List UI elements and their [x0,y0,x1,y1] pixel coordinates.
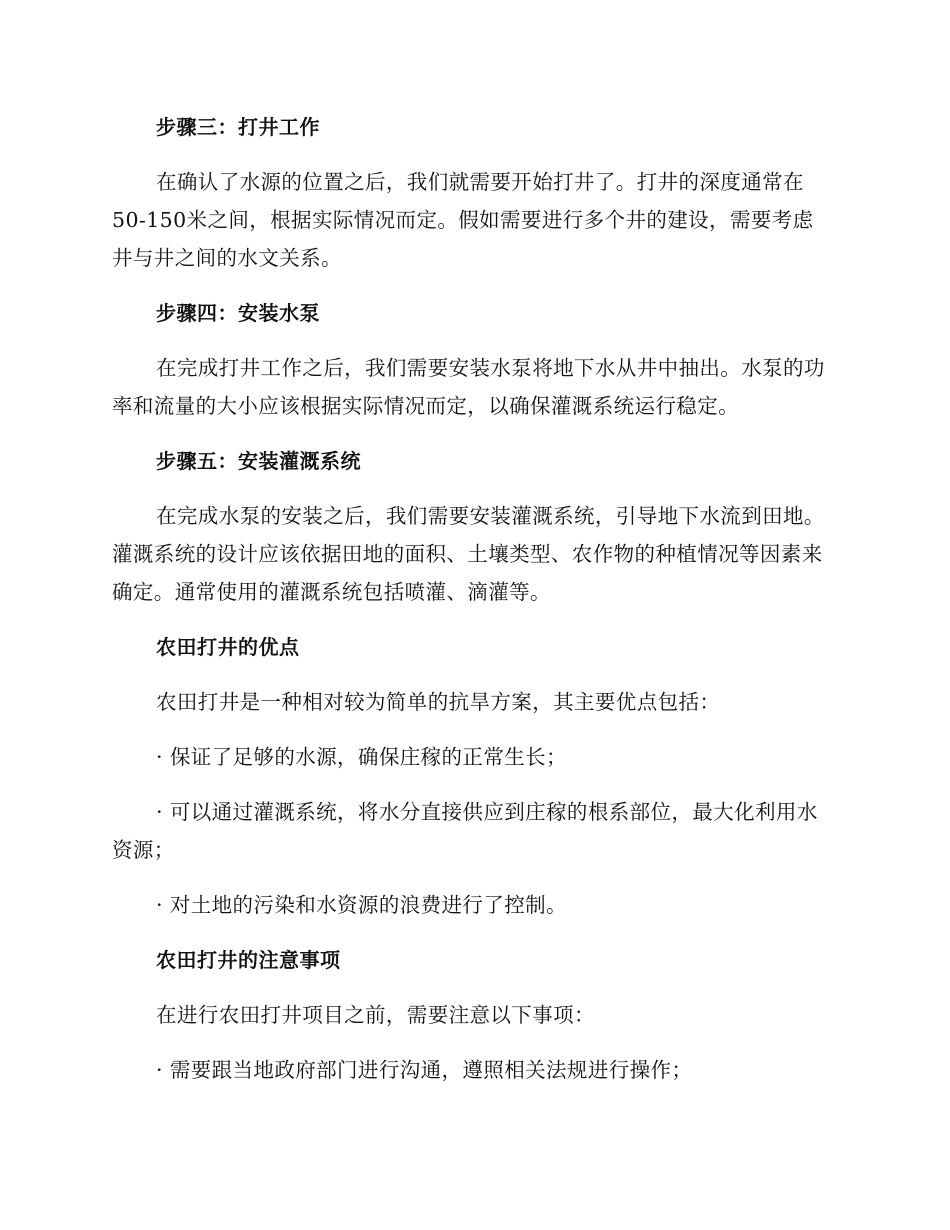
step5-heading: 步骤五：安装灌溉系统 [156,449,361,473]
advantages-item-3: · 对土地的污染和水资源的浪费进行了控制。 [156,893,567,917]
notes-item-1: · 需要跟当地政府部门进行沟通，遵照相关法规进行操作； [156,1058,693,1082]
step4-paragraph: 在完成打井工作之后，我们需要安装水泵将地下水从井中抽出。水泵的功率和流量的大小应该根据实际情况而定，以确保灌溉系统运行稳定。 [112,356,825,418]
step3-paragraph: 在确认了水源的位置之后，我们就需要开始打井了。打井的深度通常在50-150米之间，根据实际情况而定。假如需要进行多个井的建设，需要考虑井与井之间的水文关系。 [112,170,814,270]
notes-intro: 在进行农田打井项目之前，需要注意以下事项： [156,1003,595,1027]
advantages-item-2: · 可以通过灌溉系统，将水分直接供应到庄稼的根系部位，最大化利用水资源； [112,800,818,862]
step5-paragraph: 在完成水泵的安装之后，我们需要安装灌溉系统，引导地下水流到田地。灌溉系统的设计应该依据田地的面积、土壤类型、农作物的种植情况等因素来确定。通常使用的灌溉系统包括喷灌、滴灌等。 [112,504,825,604]
advantages-intro: 农田打井是一种相对较为简单的抗旱方案，其主要优点包括： [156,690,721,714]
notes-heading: 农田打井的注意事项 [156,948,341,972]
document-page [112,108,832,1089]
advantages-item-1: · 保证了足够的水源，确保庄稼的正常生长； [156,745,567,769]
advantages-heading: 农田打井的优点 [156,635,300,659]
step3-heading: 步骤三：打井工作 [156,115,320,139]
step4-heading: 步骤四：安装水泵 [156,301,320,325]
